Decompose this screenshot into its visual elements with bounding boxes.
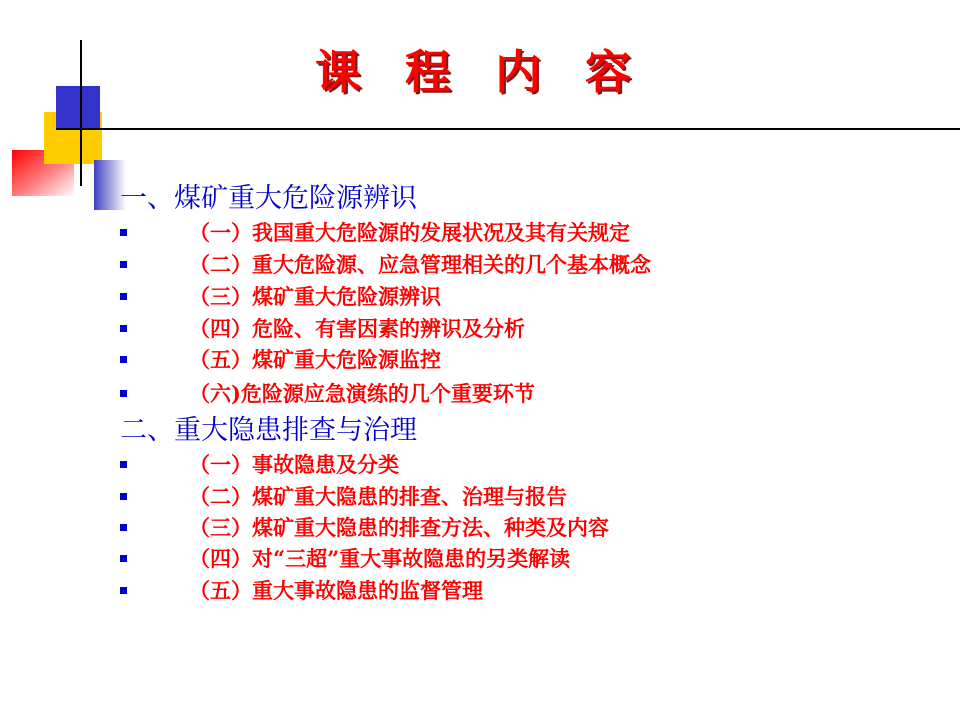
list-item-text: （三）煤矿重大隐患的排查方法、种类及内容 [189,515,609,540]
list-item-text: （六)危险源应急演练的几个重要环节 [189,381,535,406]
section-heading-2: 二、重大隐患排查与治理 [120,415,417,446]
list-item-text: （一）我国重大危险源的发展状况及其有关规定 [189,220,630,245]
list-item [120,381,535,405]
list-item [120,220,630,244]
list-item-text: （四）危险、有害因素的辨识及分析 [189,316,525,341]
bullet-icon [120,493,127,500]
bullet-icon [120,587,127,594]
bullet-icon [120,261,127,268]
list-item [120,452,399,476]
bullet-icon [120,555,127,562]
list-item-text: （五）煤矿重大危险源监控 [189,347,441,372]
list-item [120,578,483,602]
slide-title: 课 程 内 容 [314,45,646,99]
decor-horizontal-line [56,128,960,130]
list-item [120,252,651,276]
list-item [120,284,441,308]
section-heading-1: 一、煤矿重大危险源辨识 [120,183,417,214]
list-item-text: （二）煤矿重大隐患的排查、治理与报告 [189,484,567,509]
bullet-icon [120,524,127,531]
bullet-icon [120,356,127,363]
list-item [120,515,609,539]
list-item-text: （三）煤矿重大危险源辨识 [189,284,441,309]
bullet-icon [120,293,127,300]
bullet-icon [120,390,127,397]
list-item [120,347,441,371]
list-item-text: （五）重大事故隐患的监督管理 [189,578,483,603]
bullet-icon [120,325,127,332]
list-item-text: （四）对“三超”重大事故隐患的另类解读 [189,546,571,571]
list-item [120,484,567,508]
list-item-text: （一）事故隐患及分类 [189,452,399,477]
bullet-icon [120,229,127,236]
list-item [120,316,525,340]
list-item-text: （二）重大危险源、应急管理相关的几个基本概念 [189,252,651,277]
list-item [120,546,570,570]
bullet-icon [120,461,127,468]
